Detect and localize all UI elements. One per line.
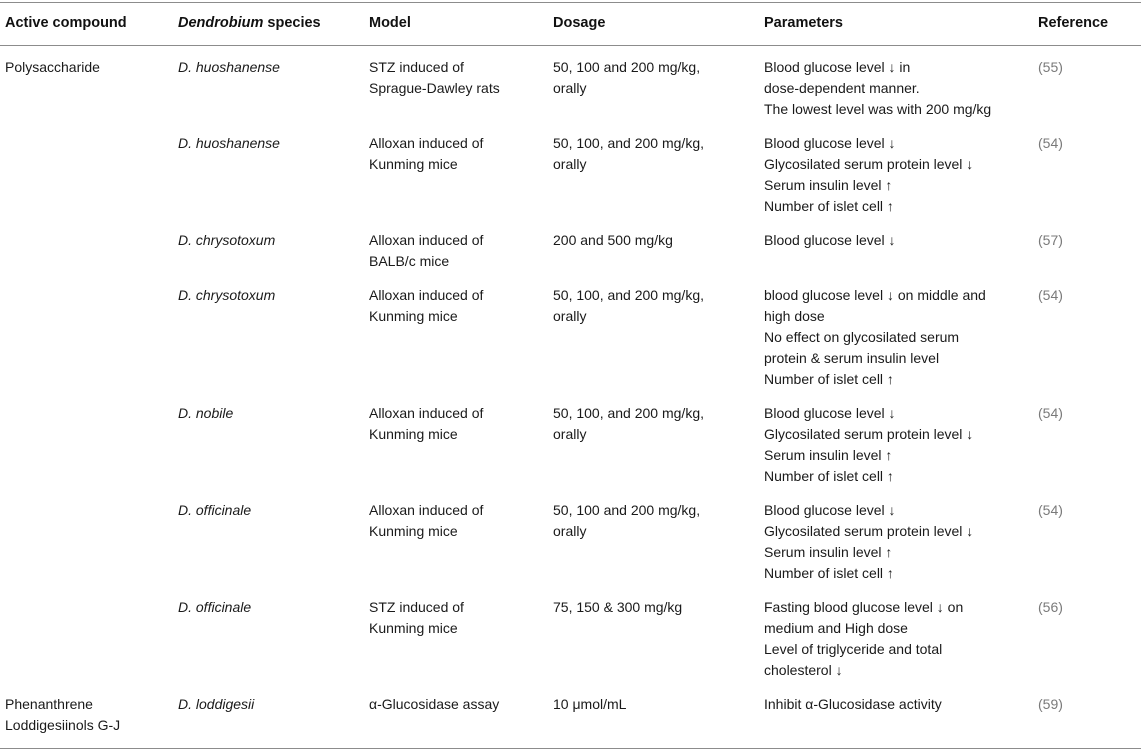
cell-parameters (764, 681, 1038, 749)
cell-parameters (764, 584, 1038, 681)
cell-parameters-line: Number of islet cell ↑ (764, 565, 894, 581)
cell-parameters-line: Glycosilated serum protein level ↓ (764, 523, 974, 539)
cell-parameters (764, 390, 1038, 487)
cell-parameters-line: Serum insulin level ↑ (764, 177, 893, 193)
cell-species: D. chrysotoxum (178, 287, 276, 303)
cell-model-line: Sprague-Dawley rats (369, 80, 500, 96)
cell-active-compound (0, 584, 178, 681)
cell-active-compound (0, 217, 178, 272)
cell-dosage-line: orally (553, 80, 587, 96)
header-species (178, 3, 369, 46)
cell-parameters (764, 217, 1038, 272)
cell-reference: (54) (1038, 135, 1063, 151)
table-row (0, 46, 1141, 121)
cell-reference: (54) (1038, 502, 1063, 518)
cell-parameters-line: Fasting blood glucose level ↓ on (764, 599, 964, 615)
cell-dosage (553, 120, 764, 217)
cell-dosage-line: 10 μmol/mL (553, 696, 627, 712)
table-row (0, 217, 1141, 272)
table-row (0, 390, 1141, 487)
header-species-suffix: species (263, 15, 321, 31)
header-parameters: Parameters (764, 15, 843, 31)
cell-parameters-line: blood glucose level ↓ on middle and (764, 287, 986, 303)
header-reference: Reference (1038, 15, 1109, 31)
cell-model (369, 584, 553, 681)
table-row (0, 681, 1141, 749)
cell-parameters-line: No effect on glycosilated serum (764, 329, 960, 345)
cell-dosage (553, 681, 764, 749)
cell-parameters-line: Number of islet cell ↑ (764, 371, 894, 387)
cell-reference: (54) (1038, 405, 1063, 421)
cell-parameters-line: dose-dependent manner. (764, 80, 920, 96)
cell-model (369, 217, 553, 272)
cell-dosage-line: 200 and 500 mg/kg (553, 232, 673, 248)
cell-dosage-line: 50, 100, and 200 mg/kg, (553, 135, 704, 151)
cell-parameters-line: Blood glucose level ↓ (764, 502, 896, 518)
cell-model-line: Kunming mice (369, 156, 458, 172)
cell-dosage (553, 46, 764, 121)
table-header (0, 3, 1141, 46)
cell-active-compound (0, 272, 178, 390)
cell-model-line: BALB/c mice (369, 253, 450, 269)
cell-parameters-line: cholesterol ↓ (764, 662, 843, 678)
cell-dosage (553, 217, 764, 272)
table-row (0, 487, 1141, 584)
cell-dosage-line: 50, 100 and 200 mg/kg, (553, 59, 701, 75)
cell-parameters (764, 46, 1038, 121)
cell-active-compound (0, 46, 178, 121)
cell-active-compound-line: Phenanthrene (5, 696, 93, 712)
cell-reference: (59) (1038, 696, 1063, 712)
cell-parameters (764, 487, 1038, 584)
cell-model-line: Alloxan induced of (369, 502, 484, 518)
header-dosage: Dosage (553, 15, 606, 31)
cell-parameters-line: Blood glucose level ↓ (764, 405, 896, 421)
table-row (0, 272, 1141, 390)
cell-active-compound (0, 487, 178, 584)
cell-species: D. huoshanense (178, 59, 280, 75)
table-row (0, 584, 1141, 681)
cell-active-compound (0, 120, 178, 217)
cell-dosage (553, 584, 764, 681)
header-active-compound: Active compound (5, 15, 127, 31)
cell-model-line: Kunming mice (369, 620, 458, 636)
cell-parameters (764, 120, 1038, 217)
cell-model-line: Alloxan induced of (369, 287, 484, 303)
cell-parameters-line: Glycosilated serum protein level ↓ (764, 156, 974, 172)
header-species-genus: Dendrobium (178, 15, 264, 31)
cell-parameters-line: Inhibit α-Glucosidase activity (764, 696, 942, 712)
cell-model-line: Alloxan induced of (369, 232, 484, 248)
header-row (0, 3, 1141, 46)
cell-parameters-line: high dose (764, 308, 825, 324)
cell-model-line: Kunming mice (369, 523, 458, 539)
cell-parameters-line: Level of triglyceride and total (764, 641, 943, 657)
cell-model-line: STZ induced of (369, 599, 464, 615)
cell-dosage-line: 50, 100, and 200 mg/kg, (553, 405, 704, 421)
cell-parameters-line: Serum insulin level ↑ (764, 544, 893, 560)
cell-dosage-line: 50, 100, and 200 mg/kg, (553, 287, 704, 303)
cell-parameters-line: Number of islet cell ↑ (764, 468, 894, 484)
cell-species: D. huoshanense (178, 135, 280, 151)
cell-dosage-line: orally (553, 156, 587, 172)
cell-reference: (55) (1038, 59, 1063, 75)
cell-dosage-line: 50, 100 and 200 mg/kg, (553, 502, 701, 518)
cell-reference: (57) (1038, 232, 1063, 248)
cell-parameters-line: medium and High dose (764, 620, 908, 636)
table-row (0, 120, 1141, 217)
cell-parameters-line: Number of islet cell ↑ (764, 198, 894, 214)
cell-parameters-line: Serum insulin level ↑ (764, 447, 893, 463)
cell-parameters-line: protein & serum insulin level (764, 350, 940, 366)
cell-parameters-line: The lowest level was with 200 mg/kg (764, 101, 992, 117)
cell-reference: (56) (1038, 599, 1063, 615)
cell-model (369, 46, 553, 121)
table-body (0, 46, 1141, 749)
cell-model (369, 120, 553, 217)
cell-dosage-line: orally (553, 523, 587, 539)
cell-species: D. chrysotoxum (178, 232, 276, 248)
cell-active-compound (0, 681, 178, 749)
cell-parameters-line: Blood glucose level ↓ in (764, 59, 911, 75)
cell-active-compound-line: Polysaccharide (5, 59, 100, 75)
cell-active-compound (0, 390, 178, 487)
cell-dosage (553, 272, 764, 390)
cell-parameters-line: Glycosilated serum protein level ↓ (764, 426, 974, 442)
cell-dosage-line: orally (553, 308, 587, 324)
cell-parameters-line: Blood glucose level ↓ (764, 135, 896, 151)
cell-dosage-line: 75, 150 & 300 mg/kg (553, 599, 683, 615)
cell-parameters-line: Blood glucose level ↓ (764, 232, 896, 248)
cell-model-line: Alloxan induced of (369, 135, 484, 151)
data-table (0, 2, 1141, 749)
cell-model (369, 487, 553, 584)
cell-species: D. officinale (178, 502, 252, 518)
cell-model-line: Kunming mice (369, 426, 458, 442)
cell-parameters (764, 272, 1038, 390)
cell-dosage (553, 390, 764, 487)
cell-model-line: α-Glucosidase assay (369, 696, 500, 712)
cell-species: D. officinale (178, 599, 252, 615)
cell-dosage (553, 487, 764, 584)
cell-model-line: STZ induced of (369, 59, 464, 75)
cell-dosage-line: orally (553, 426, 587, 442)
cell-reference: (54) (1038, 287, 1063, 303)
cell-model (369, 272, 553, 390)
cell-species: D. nobile (178, 405, 234, 421)
cell-model-line: Alloxan induced of (369, 405, 484, 421)
cell-model (369, 390, 553, 487)
cell-model-line: Kunming mice (369, 308, 458, 324)
cell-species: D. loddigesii (178, 696, 255, 712)
cell-model (369, 681, 553, 749)
cell-active-compound-line: Loddigesiinols G-J (5, 717, 121, 733)
header-model: Model (369, 15, 411, 31)
